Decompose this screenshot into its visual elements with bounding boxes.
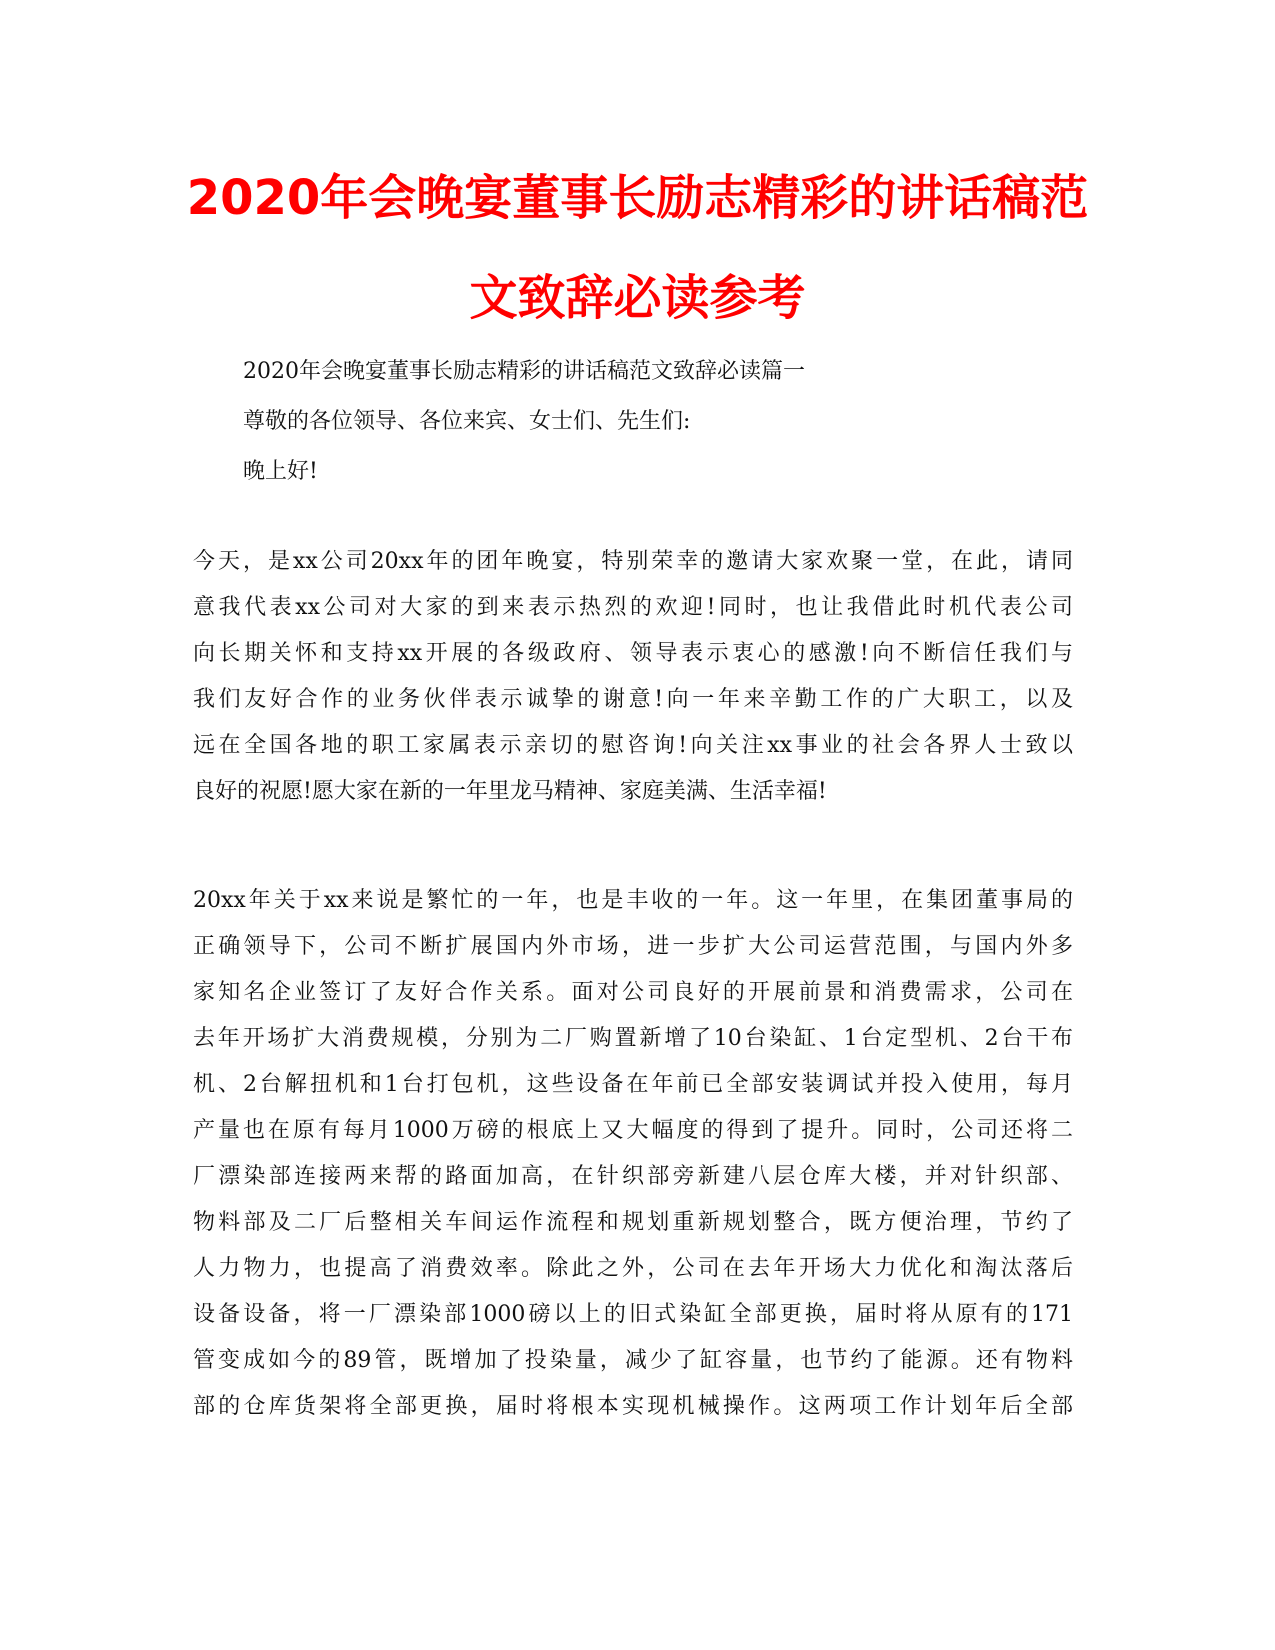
paragraph-1	[193, 539, 1073, 815]
greeting: 晚上好!	[243, 459, 318, 484]
paragraph-line: 厂漂染部连接两来帮的路面加高，在针织部旁新建八层仓库大楼，并对针织部、	[193, 1164, 1073, 1189]
paragraph-line: 产量也在原有每月1000万磅的根底上又大幅度的得到了提升。同时，公司还将二	[193, 1118, 1073, 1143]
paragraph-line: 管变成如今的89管，既增加了投染量，减少了缸容量，也节约了能源。还有物料	[193, 1348, 1073, 1373]
paragraph-line: 去年开场扩大消费规模，分别为二厂购置新增了10台染缸、1台定型机、2台干布	[193, 1026, 1073, 1051]
paragraph-line: 20xx年关于xx来说是繁忙的一年，也是丰收的一年。这一年里，在集团董事局的	[193, 888, 1073, 913]
paragraph-line: 向长期关怀和支持xx开展的各级政府、领导表示衷心的感激!向不断信任我们与	[193, 641, 1073, 666]
paragraph-line: 意我代表xx公司对大家的到来表示热烈的欢迎!同时，也让我借此时机代表公司	[193, 595, 1073, 620]
paragraph-line: 家知名企业签订了友好合作关系。面对公司良好的开展前景和消费需求，公司在	[193, 980, 1073, 1005]
paragraph-line: 正确领导下，公司不断扩展国内外市场，进一步扩大公司运营范围，与国内外多	[193, 934, 1073, 959]
paragraph-line: 良好的祝愿!愿大家在新的一年里龙马精神、家庭美满、生活幸福!	[193, 779, 827, 804]
paragraph-line: 设备设备，将一厂漂染部1000磅以上的旧式染缸全部更换，届时将从原有的171	[193, 1302, 1073, 1327]
paragraph-line: 物料部及二厂后整相关车间运作流程和规划重新规划整合，既方便治理，节约了	[193, 1210, 1073, 1235]
paragraph-line: 人力物力，也提高了消费效率。除此之外，公司在去年开场大力优化和淘汰落后	[193, 1256, 1073, 1281]
paragraph-line: 机、2台解扭机和1台打包机，这些设备在年前已全部安装调试并投入使用，每月	[193, 1072, 1073, 1097]
paragraph-line: 部的仓库货架将全部更换，届时将根本实现机械操作。这两项工作计划年后全部	[193, 1394, 1073, 1419]
paragraph-line: 今天，是xx公司20xx年的团年晚宴，特别荣幸的邀请大家欢聚一堂，在此，请同	[193, 549, 1073, 574]
document-title-line-1: 2020年会晚宴董事长励志精彩的讲话稿范	[186, 170, 1089, 226]
document-title-line-2: 文致辞必读参考	[469, 270, 806, 326]
salutation: 尊敬的各位领导、各位来宾、女士们、先生们:	[243, 409, 691, 434]
paragraph-line: 我们友好合作的业务伙伴表示诚挚的谢意!向一年来辛勤工作的广大职工，以及	[193, 687, 1073, 712]
paragraph-2	[193, 878, 1073, 1430]
section-heading: 2020年会晚宴董事长励志精彩的讲话稿范文致辞必读篇一	[243, 359, 805, 384]
paragraph-line: 远在全国各地的职工家属表示亲切的慰咨询!向关注xx事业的社会各界人士致以	[193, 733, 1073, 758]
